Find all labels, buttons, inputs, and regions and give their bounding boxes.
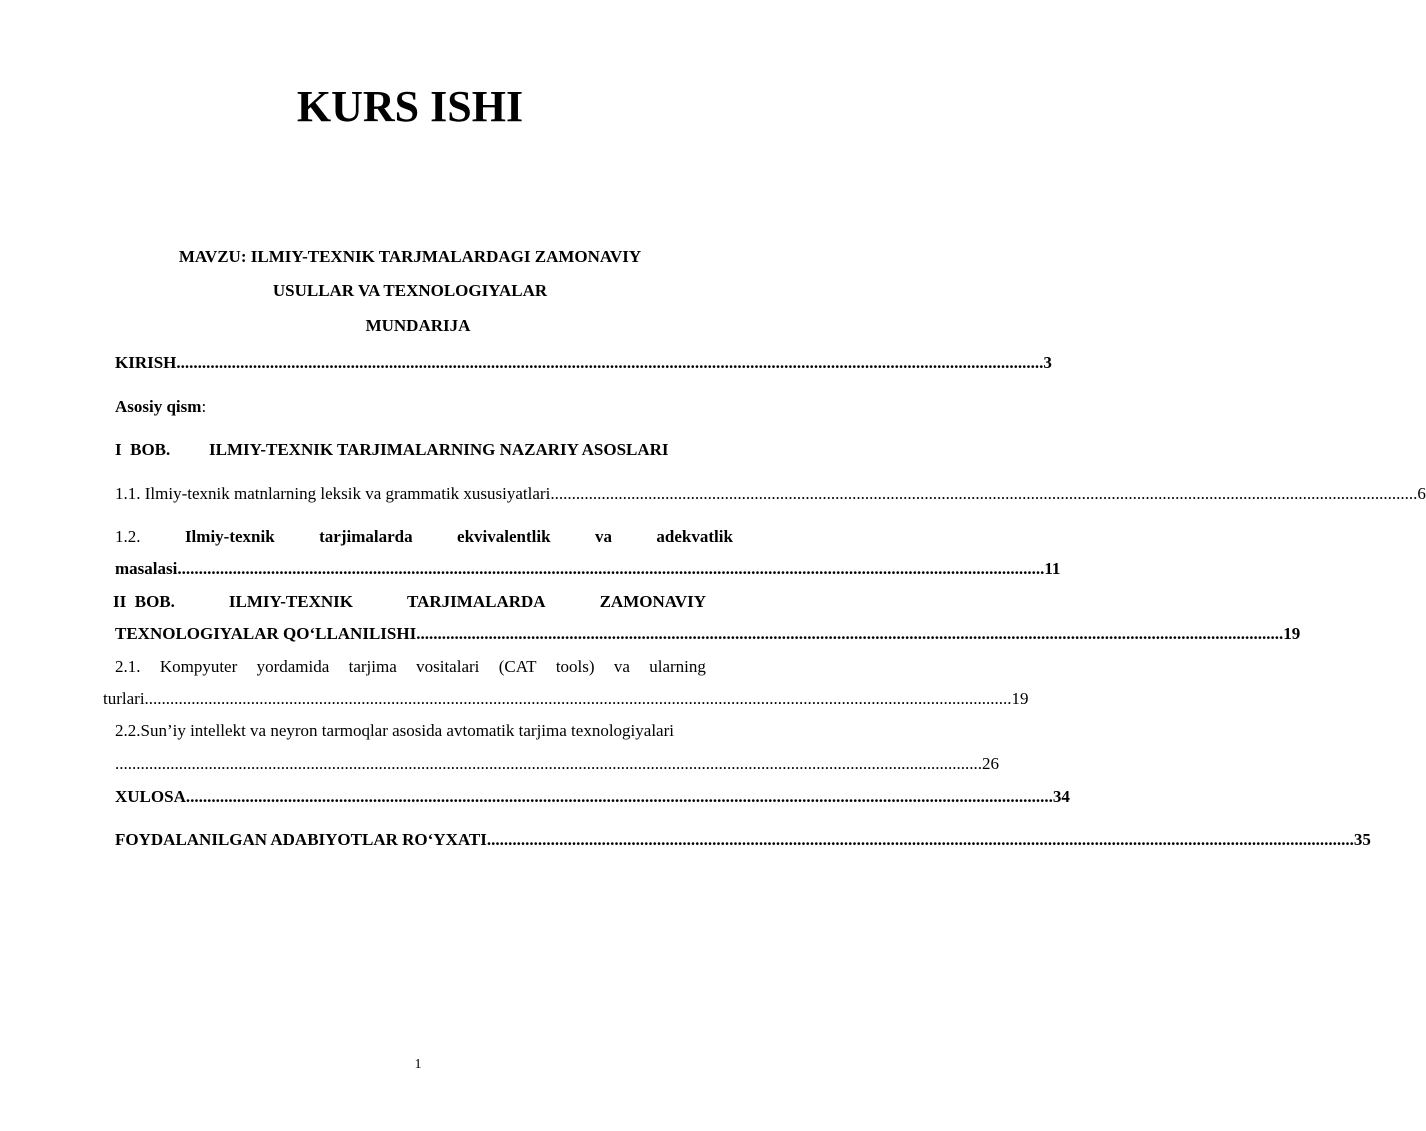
toc-entry-label: XULOSA	[115, 787, 186, 806]
dot-leader: ............................................................................................................................................................................................................	[185, 787, 1053, 806]
toc-page-number: 19	[1011, 689, 1029, 708]
toc-entry-2-2-line-2[interactable]	[115, 753, 999, 775]
toc-page-number: 6	[1417, 484, 1426, 503]
colon: :	[201, 397, 207, 416]
dot-leader: ............................................................................................................................................................................................................	[115, 754, 982, 773]
title-word: Kompyuter	[159, 657, 238, 676]
title-word: va	[613, 657, 630, 676]
title-word: TARJIMALARDA	[407, 592, 546, 611]
title-word: (CAT	[498, 657, 537, 676]
topic-line-1: MAVZU: ILMIY-TEXNIK TARJMALARDAGI ZAMONAVIY	[178, 247, 642, 266]
toc-page-number: 26	[982, 754, 999, 773]
chapter-title: ILMIY-TEXNIK TARJIMALARNING NAZARIY ASOSLARI	[209, 440, 669, 459]
toc-entry-2-1-line-1[interactable]	[115, 656, 706, 678]
title-word: Ilmiy-texnik	[184, 527, 275, 546]
title-word: adekvatlik	[656, 527, 733, 546]
title-word: ekvivalentlik	[457, 527, 551, 546]
toc-entry-2-2-line-1[interactable]: 2.2.Sun’iy intellekt va neyron tarmoqlar asosida avtomatik tarjima texnologiyalari	[115, 721, 674, 740]
toc-page-number: 11	[1044, 559, 1061, 578]
dot-leader: ............................................................................................................................................................................................................	[144, 689, 1012, 708]
dot-leader: ............................................................................................................................................................................................................	[177, 559, 1045, 578]
toc-entry-xulosa[interactable]	[115, 786, 1070, 808]
toc-entry-asosiy-qism	[115, 396, 206, 418]
toc-entry-adabiyotlar[interactable]	[115, 829, 1371, 851]
toc-heading: MUNDARIJA	[365, 316, 471, 335]
dot-leader: ............................................................................................................................................................................................................	[416, 624, 1284, 643]
title-word: ILMIY-TEXNIK	[228, 592, 353, 611]
chapter-number: I BOB.	[115, 440, 171, 459]
title-word: 2.1.	[115, 657, 141, 676]
toc-entry-label: KIRISH	[115, 353, 177, 372]
dot-leader: ............................................................................................................................................................................................................	[176, 353, 1044, 372]
title-word: yordamida	[256, 657, 330, 676]
title-word: vositalari	[416, 657, 480, 676]
title-word: tarjimalarda	[319, 527, 413, 546]
section-number: 1.2.	[115, 527, 141, 546]
toc-entry-1-2-line-1[interactable]	[115, 526, 733, 548]
toc-entry-kirish[interactable]	[115, 352, 1052, 374]
toc-entry-1-1[interactable]	[115, 483, 1426, 505]
toc-page-number: 19	[1283, 624, 1301, 643]
title-word: va	[594, 527, 612, 546]
toc-page-number: 34	[1052, 787, 1070, 806]
toc-page-number: 3	[1043, 353, 1052, 372]
title-word: II BOB.	[113, 592, 175, 611]
title-word: ularning	[649, 657, 706, 676]
toc-entry-label: masalasi	[115, 559, 178, 578]
toc-entry-label: 1.1. Ilmiy-texnik matnlarning leksik va grammatik xususiyatlari	[115, 484, 551, 503]
page-number: 1	[414, 1057, 422, 1072]
toc-entry-bob-2-line-2[interactable]	[115, 623, 1301, 645]
title-word: tarjima	[348, 657, 397, 676]
toc-page-number: 35	[1353, 830, 1371, 849]
topic-line-2: USULLAR VA TEXNOLOGIYALAR	[272, 281, 548, 300]
toc-entry-bob-1[interactable]	[115, 439, 725, 461]
toc-entry-bob-2-line-1[interactable]	[113, 591, 706, 613]
toc-entry-label: Asosiy qism	[115, 397, 202, 416]
toc-entry-label: FOYDALANILGAN ADABIYOTLAR RO‘YXATI	[115, 830, 487, 849]
title-word: ZAMONAVIY	[599, 592, 706, 611]
dot-leader: ............................................................................................................................................................................................................	[550, 484, 1418, 503]
toc-entry-1-2-line-2[interactable]	[115, 558, 1061, 580]
toc-entry-2-1-line-2[interactable]	[103, 688, 1029, 710]
toc-entry-label: TEXNOLOGIYALAR QO‘LLANILISHI	[115, 624, 417, 643]
dot-leader: ............................................................................................................................................................................................................	[486, 830, 1354, 849]
toc-entry-label: turlari	[103, 689, 145, 708]
title-word: tools)	[555, 657, 595, 676]
document-title: KURS ISHI	[296, 82, 524, 131]
